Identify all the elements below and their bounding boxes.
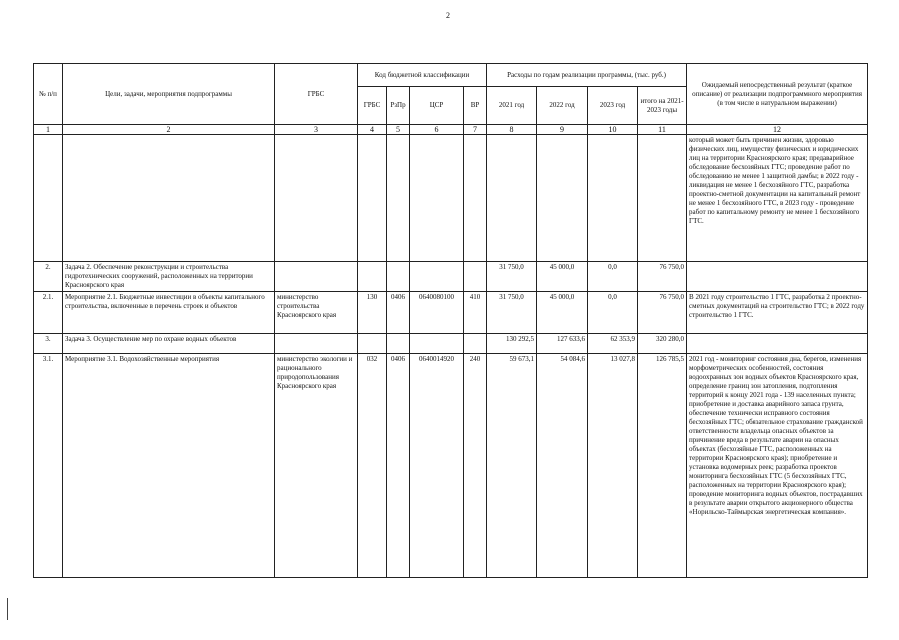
row-2021: 130 292,5: [487, 334, 537, 354]
column-number: 2: [63, 125, 275, 135]
row-num: 2.1.: [34, 292, 63, 334]
row-2023: [588, 135, 638, 262]
table-row: [34, 354, 868, 578]
row-grbs: [275, 334, 358, 354]
row-num: 3.: [34, 334, 63, 354]
header-goals: Цели, задачи, мероприятия подпрограммы: [63, 64, 275, 125]
header-num: № п/п: [34, 64, 63, 125]
row-rzpr: 0406: [387, 354, 410, 578]
table-row: [34, 262, 868, 292]
table-row: [34, 334, 868, 354]
row-name: Мероприятие 2.1. Бюджетные инвестиции в объекты капитального строительства, включенные в перечень строек и объектов: [63, 292, 275, 334]
row-2022: 45 000,0: [537, 292, 588, 334]
row-csr: 0640080100: [410, 292, 464, 334]
column-number: 12: [687, 125, 868, 135]
table-row: [34, 135, 868, 262]
header-result: Ожидаемый непосредственный результат (краткое описание) от реализации подпрограммного мероприятия (в том числе в натуральном выражении): [687, 64, 868, 125]
row-2021: [487, 135, 537, 262]
row-name: Мероприятие 3.1. Водохозяйственные мероприятия: [63, 354, 275, 578]
row-kbk-grbs: [358, 262, 387, 292]
row-kbk-grbs: [358, 135, 387, 262]
header-total: итого на 2021-2023 годы: [638, 87, 687, 125]
header-kbk-group: Код бюджетной классификации: [358, 64, 487, 87]
row-2023: 13 027,8: [588, 354, 638, 578]
row-result: который может быть причинен жизни, здоровью физических лиц, имуществу физических и юридических лиц на территории Красноярского края; предаварийное обследование бесхозяйных ГТС; проведение работ по обследованию не менее 1 защитной дамбы; в 2022 году - ликвидация не менее 1 бесхозяйного ГТС, разработка проектно-сметной документации на капитальный ремонт не менее 1 бесхозяйного ГТС, в 2023 году - проведение работ по капитальному ремонту не менее 1 бесхозяйного ГТС.: [687, 135, 868, 262]
column-number: 4: [358, 125, 387, 135]
row-result: В 2021 году строительство 1 ГТС, разработка 2 проектно-сметных документаций на строительство ГТС; в 2022 году строительство 1 ГТС.: [687, 292, 868, 334]
header-2021: 2021 год: [487, 87, 537, 125]
row-2023: 0,0: [588, 262, 638, 292]
row-grbs: [275, 135, 358, 262]
row-vr: 240: [464, 354, 487, 578]
row-rzpr: 0406: [387, 292, 410, 334]
row-2022: [537, 135, 588, 262]
header-kbk-csr: ЦСР: [410, 87, 464, 125]
row-csr: [410, 135, 464, 262]
row-2022: 54 084,6: [537, 354, 588, 578]
row-result: [687, 262, 868, 292]
row-grbs: [275, 262, 358, 292]
row-grbs: министерство строительства Красноярского края: [275, 292, 358, 334]
row-total: 126 785,5: [638, 354, 687, 578]
row-csr: [410, 262, 464, 292]
column-number: 8: [487, 125, 537, 135]
row-grbs: министерство экологии и рационального природопользования Красноярского края: [275, 354, 358, 578]
row-vr: [464, 334, 487, 354]
header-kbk-vr: ВР: [464, 87, 487, 125]
column-number: 5: [387, 125, 410, 135]
column-number: 7: [464, 125, 487, 135]
column-number: 1: [34, 125, 63, 135]
row-num: 2.: [34, 262, 63, 292]
page-number: 2: [446, 11, 450, 20]
column-number: 3: [275, 125, 358, 135]
row-2023: 0,0: [588, 292, 638, 334]
row-vr: 410: [464, 292, 487, 334]
row-kbk-grbs: 130: [358, 292, 387, 334]
row-name: Задача 3. Осуществление мер по охране водных объектов: [63, 334, 275, 354]
row-kbk-grbs: 032: [358, 354, 387, 578]
row-rzpr: [387, 334, 410, 354]
row-result: [687, 334, 868, 354]
row-total: 76 750,0: [638, 262, 687, 292]
header-2023: 2023 год: [588, 87, 638, 125]
row-total: [638, 135, 687, 262]
row-csr: [410, 334, 464, 354]
header-grbs: ГРБС: [275, 64, 358, 125]
row-kbk-grbs: [358, 334, 387, 354]
row-name: [63, 135, 275, 262]
margin-line: [7, 598, 8, 620]
row-rzpr: [387, 135, 410, 262]
column-number: 11: [638, 125, 687, 135]
table-row: [34, 292, 868, 334]
row-num: 3.1.: [34, 354, 63, 578]
row-name: Задача 2. Обеспечение реконструкции и строительства гидротехнических сооружений, расположенных на территории Красноярского края: [63, 262, 275, 292]
row-2021: 31 750,0: [487, 262, 537, 292]
row-2023: 62 353,9: [588, 334, 638, 354]
program-table: [33, 63, 868, 578]
row-total: 76 750,0: [638, 292, 687, 334]
row-2021: 59 673,1: [487, 354, 537, 578]
row-vr: [464, 262, 487, 292]
header-2022: 2022 год: [537, 87, 588, 125]
header-kbk-grbs: ГРБС: [358, 87, 387, 125]
row-2021: 31 750,0: [487, 292, 537, 334]
column-number: 10: [588, 125, 638, 135]
row-csr: 0640014920: [410, 354, 464, 578]
row-result: 2021 год - мониторинг состояния дна, берегов, изменения морфометрических особенностей, состояния водоохранных зон водных объектов Красноярского края, определение границ зон затопления, подтопления территорий к концу 2021 года - 139 населенных пункта; приобретение и доставка аварийного запаса грунта, обеспечение технически исправного состояния бесхозяйных ГТС; обязательное страхование гражданской ответственности владельца опасных объектов за причинение вреда в результате аварии на опасных объектах (бесхозяйные ГТС, расположенных на территории Красноярского края); приобретение и установка водомерных реек; разработка проектов мониторинга бесхозяйных ГТС (5 бесхозяйных ГТС, расположенных на территории Красноярского края); проведение мониторинга водных объектов, пострадавших в результате аварии открытого акционерного общества «Норильско-Таймырская энергетическая компания».: [687, 354, 868, 578]
column-number: 9: [537, 125, 588, 135]
column-number-row: [34, 125, 868, 135]
row-rzpr: [387, 262, 410, 292]
row-vr: [464, 135, 487, 262]
column-number: 6: [410, 125, 464, 135]
row-num: [34, 135, 63, 262]
row-total: 320 280,0: [638, 334, 687, 354]
row-2022: 45 000,0: [537, 262, 588, 292]
header-costs-group: Расходы по годам реализации программы, (тыс. руб.): [487, 64, 687, 87]
header-kbk-rzpr: РзПр: [387, 87, 410, 125]
row-2022: 127 633,6: [537, 334, 588, 354]
